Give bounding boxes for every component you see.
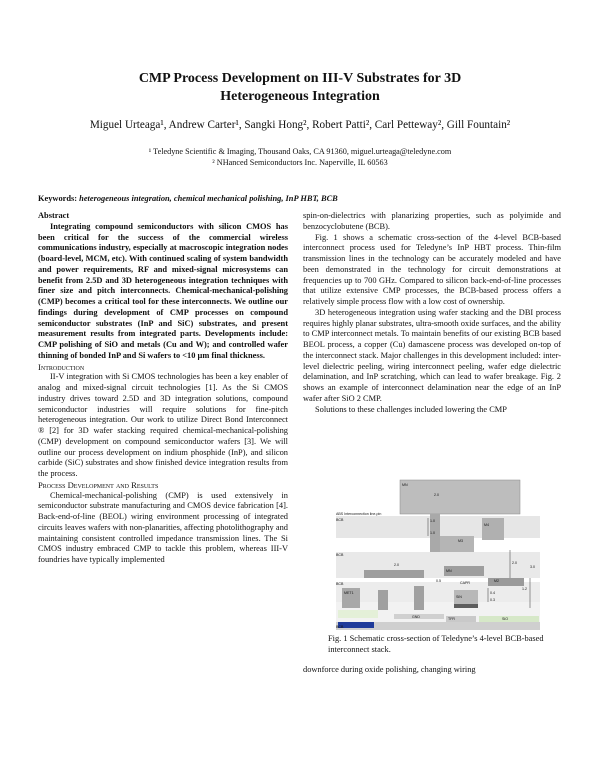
label-gnd: GND (412, 615, 420, 619)
right-paragraph-4: Solutions to these challenges included lowering the CMP (315, 404, 507, 414)
right-paragraph-2: Fig. 1 shows a schematic cross-section of the 4-level BCB-based interconnect process used for Teledyne’s InP HBT process. Thin-film transmission lines in the technology can be accurately modeled and have been demonstrated in the technology for circuit demonstrations at frequencies up to 700 GHz. Compared to silicon back-end-of-line processes that utilize extensive CMP processes, the BCB-based process offers a relatively simple process flow with a low cost of ownership. (303, 232, 561, 306)
label-tfr: TFR (448, 617, 455, 621)
passivation-left (338, 610, 378, 618)
capr-layer (454, 604, 478, 608)
m4-block (440, 536, 474, 552)
via-left (378, 590, 388, 610)
process-body: Chemical-mechanical-polishing (CMP) is used extensively in semiconductor substrate manufacturing and CMOS device fabrication [4]. Back-end-of-line (BEOL) wiring environment processing of integrated circuits leaves wafers with non-planarities, affecting photolithography and maintaining consistent controlled impedance transmission lines. The Si CMOS industry embraced CMP to tackle this problem, whereas III-V foundries have typically implemented (38, 490, 288, 564)
dim-value-3: 2.0 (434, 493, 439, 497)
right-paragraph-1: spin-on-dielectrics with planarizing properties, such as polyimide and benzocyclobutene (BCB). (303, 211, 561, 231)
author-list: Miguel Urteaga¹, Andrew Carter¹, Sangki Hong², Robert Patti², Carl Petteway², Gill Fountain² (89, 119, 511, 131)
m3-block (482, 518, 504, 540)
process-heading: Process Development and Results (38, 479, 159, 490)
affiliations (40, 146, 560, 168)
keywords (38, 193, 562, 204)
introduction-heading: Introduction (38, 361, 85, 372)
dim-value-9: 1.2 (522, 587, 527, 591)
abstract-body: Integrating compound semiconductors with silicon CMOS has been critical for the success of the commercial wireless communications industry, especially at macroscopic integration nodes (board-level, MCM, etc). With continued scaling of system bandwidth and power requirements, RF and mixed-signal microsystems can benefit from 2.5D and 3D heterogeneous integration techniques with finer size and pitch interconnects. Chemical-mechanical-polishing (CMP) becomes a critical tool for these interconnects. We outline our findings during development of CMP processes on compound semiconductor substrates (InP and SiC) substrates, and present measurement results from integrated parts. Developments include: CMP polishing of SiO and metals (Cu and W); and controlled wafer thinning of bonded InP and Si wafers to <10 µm final thickness. (38, 221, 288, 360)
label-m2: M2 (494, 579, 499, 583)
label-met1: MET1 (344, 591, 354, 595)
label-bcb-4: BCB (336, 518, 344, 522)
via-mid (414, 586, 424, 610)
label-sio: SiO (502, 617, 508, 621)
m2-left-line (364, 570, 424, 578)
right-column-continuation: downforce during oxide polishing, changing wiring (303, 665, 476, 674)
mn-metal (400, 480, 520, 514)
dim-value-10: 3.0 (530, 565, 535, 569)
label-bcb-3: BCB (336, 553, 344, 557)
label-bcb-2: BCB (336, 582, 344, 586)
dim-value-4: 2.0 (394, 563, 399, 567)
label-sin: SiN (456, 595, 462, 599)
left-column (38, 211, 288, 566)
substrate-device (338, 622, 374, 628)
keywords-label: Keywords: (38, 194, 78, 203)
label-abs: ABS Interconnection line-pin (336, 512, 382, 516)
figure-1-caption: Fig. 1 Schematic cross-section of Teledyne’s 4-level BCB-based interconnect stack. (328, 634, 544, 654)
label-mn-lower: MN (446, 569, 452, 573)
dim-value-1: 1.0 (430, 519, 435, 523)
label-mn: MN (402, 483, 408, 487)
dim-value-2: 1.0 (430, 531, 435, 535)
dim-value-7: 0.4 (490, 591, 495, 595)
keywords-text: heterogeneous integration, chemical mechanical polishing, InP HBT, BCB (79, 194, 338, 203)
title-line-2: Heterogeneous Integration (220, 89, 380, 104)
dim-value-5: 0.5 (436, 579, 441, 583)
paper-title (40, 70, 560, 106)
title-line-1: CMP Process Development on III-V Substrates for 3D (138, 71, 462, 86)
label-capr: CAPR (460, 581, 470, 585)
label-m4: M4 (484, 523, 489, 527)
sio-layer (479, 616, 539, 622)
label-bcb-1: BCB (336, 625, 344, 629)
label-m3: M3 (458, 539, 463, 543)
affiliation-2: ² NHanced Semiconductors Inc. Naperville, IL 60563 (212, 158, 388, 167)
dim-value-8: 0.3 (490, 598, 495, 602)
dim-value-6: 2.0 (512, 561, 517, 565)
affiliation-1: ¹ Teledyne Scientific & Imaging, Thousand Oaks, CA 91360, miguel.urteaga@teledyne.com (148, 147, 452, 156)
introduction-body: II-V integration with Si CMOS technologies has been a key enabler of analog and mixed-signal circuit technologies [1]. As the Si CMOS industry drives toward 2.5D and 3D integration solutions, compound semiconductor industries will require solutions for fine-pitch heterogeneous integration. Our work to utilize Direct Bond Interconnect ® [2] for 3D wafer stacking required chemical-mechanical-polishing (CMP) development on compound semiconductor wafers [3]. We will outline our process development on indium phosphide (InP), and silicon carbide (SiC) substrates and show finished device integration results from the process. (38, 372, 288, 478)
abstract-heading: Abstract (38, 211, 70, 220)
figure-1-cross-section (334, 478, 542, 631)
right-paragraph-3: 3D heterogeneous integration using wafer stacking and the DBI process requires highly planar substrates, ultra-smooth oxide surfaces, and the ability to CMP interconnect metals. To maintain benefits of our existing BCB based BEOL process, a copper (Cu) damascene process was developed on-top of the interconnect stack. Major challenges in this development included: inter-level dielectric peeling, wiring interconnect peeling, wafer edge dielectric delamination, and InP scratching, which can lead to wafer breakage. Fig. 2 shows an example of interconnect delamination near the edge of an InP wafer after SiO 2 CMP. (303, 307, 561, 403)
right-column (303, 211, 561, 415)
